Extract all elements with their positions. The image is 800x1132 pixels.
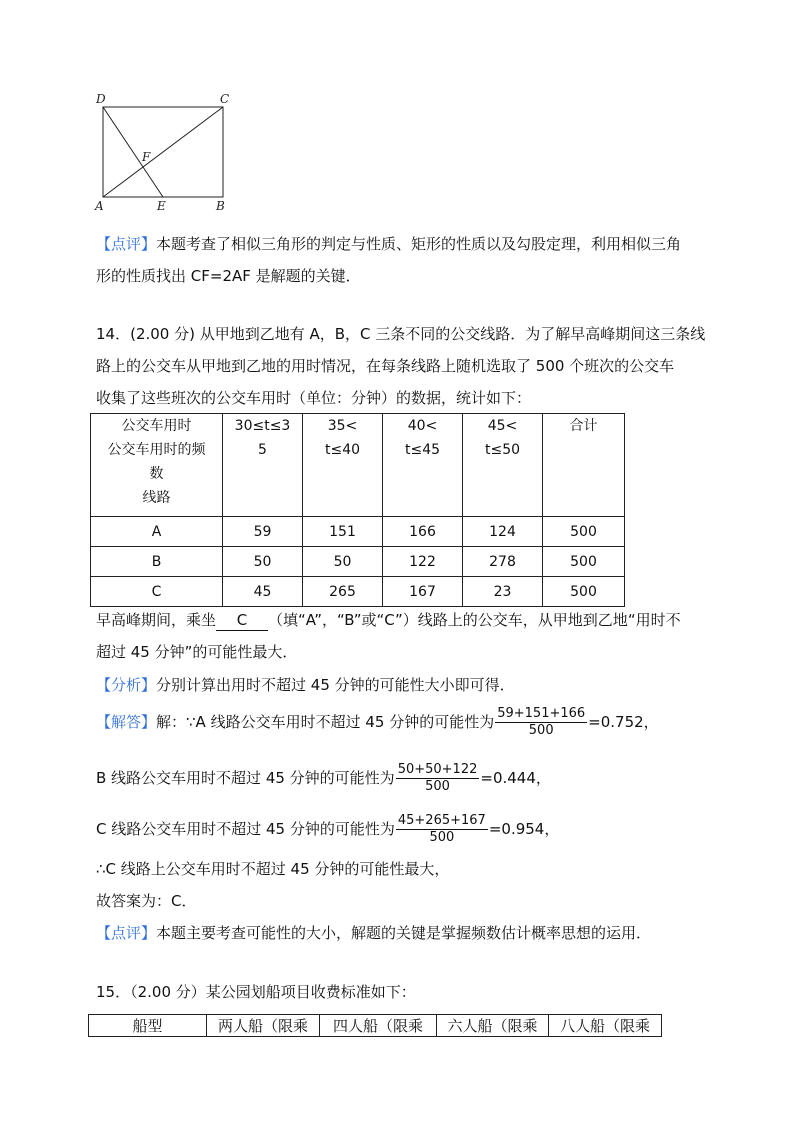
q14-question-line2: 超过 45 分钟”的可能性最大．	[96, 643, 298, 661]
boat-fee-table	[88, 1014, 662, 1037]
q13-comment-line2: 形的性质找出 CF=2AF 是解题的关键．	[96, 267, 361, 285]
q14-analysis: 【分析】分别计算出用时不超过 45 分钟的可能性大小即可得．	[96, 676, 515, 694]
q14-solution-line1: 【解答】解：∵A 线路公交车用时不超过 45 分钟的可能性为 $\frac{59+151+166}{500}$ =0.752，	[96, 706, 659, 738]
q14-solution-line3: C 线路公交车用时不超过 45 分钟的可能性为 $\frac{45+265+167}{500}$ =0.954，	[96, 813, 560, 845]
table-row: 船型 两人船（限乘 四人船（限乘 六人船（限乘 八人船（限乘	[89, 1015, 662, 1037]
label-a: A	[95, 199, 104, 213]
label-d: D	[96, 92, 106, 106]
comment-tag: 【点评】	[96, 924, 157, 942]
fraction-a: $\frac{59+151+166}{500}$	[497, 706, 586, 738]
q14-question-line1: 早高峰期间，乘坐 C （填“A”，“B”或“C”）线路上的公交车，从甲地到乙地“用时不	[96, 611, 681, 629]
header-col-total: 合计	[543, 414, 625, 517]
table-row: B 50 50 122 278 500	[91, 547, 625, 577]
diagonal-ac	[103, 107, 223, 197]
fraction-b: $\frac{50+50+122}{500}$	[397, 762, 478, 794]
header-col-2: 35< t≤40	[303, 414, 383, 517]
fraction-c: $\frac{45+265+167}{500}$	[397, 813, 486, 845]
header-col-1: 30≤t≤3 5	[223, 414, 303, 517]
segment-de	[103, 107, 163, 197]
table-header-row	[91, 414, 625, 517]
answer-blank: C	[216, 610, 268, 631]
q15-stem: 15．（2.00 分）某公园划船项目收费标准如下：	[96, 983, 416, 1001]
q14-stem-line3: 收集了这些班次的公交车用时（单位：分钟）的数据，统计如下：	[96, 389, 532, 407]
q14-stem-line2: 路上的公交车从甲地到乙地的用时情况，在每条线路上随机选取了 500 个班次的公交车	[96, 357, 675, 375]
header-col-4: 45< t≤50	[463, 414, 543, 517]
label-c: C	[220, 92, 230, 106]
table-row: C 45 265 167 23 500	[91, 577, 625, 607]
header-corner-cell: 公交车用时 公交车用时的频 数 线路	[91, 414, 223, 517]
q14-stem-line1: 14．(2.00 分) 从甲地到乙地有 A，B，C 三条不同的公交线路．为了解早高峰期间这三条线	[96, 325, 706, 343]
q14-solution-line2: B 线路公交车用时不超过 45 分钟的可能性为 $\frac{50+50+122}{500}$ =0.444，	[96, 762, 551, 794]
q14-solution-line5: 故答案为：C．	[96, 892, 197, 910]
analysis-tag: 【分析】	[96, 676, 157, 694]
label-e: E	[157, 199, 166, 213]
solution-tag: 【解答】	[96, 713, 157, 731]
label-b: B	[216, 199, 225, 213]
q13-comment-line1: 【点评】本题考查了相似三角形的判定与性质、矩形的性质以及勾股定理，利用相似三角	[96, 235, 682, 253]
table-row: A 59 151 166 124 500	[91, 517, 625, 547]
frequency-table	[90, 413, 625, 607]
label-f: F	[142, 150, 151, 164]
q14-comment: 【点评】本题主要考查可能性的大小，解题的关键是掌握频数估计概率思想的运用．	[96, 924, 652, 942]
rectangle-figure	[90, 88, 240, 216]
q14-solution-line4: ∴C 线路上公交车用时不超过 45 分钟的可能性最大，	[96, 860, 450, 878]
comment-tag: 【点评】	[96, 235, 157, 253]
header-col-3: 40< t≤45	[383, 414, 463, 517]
